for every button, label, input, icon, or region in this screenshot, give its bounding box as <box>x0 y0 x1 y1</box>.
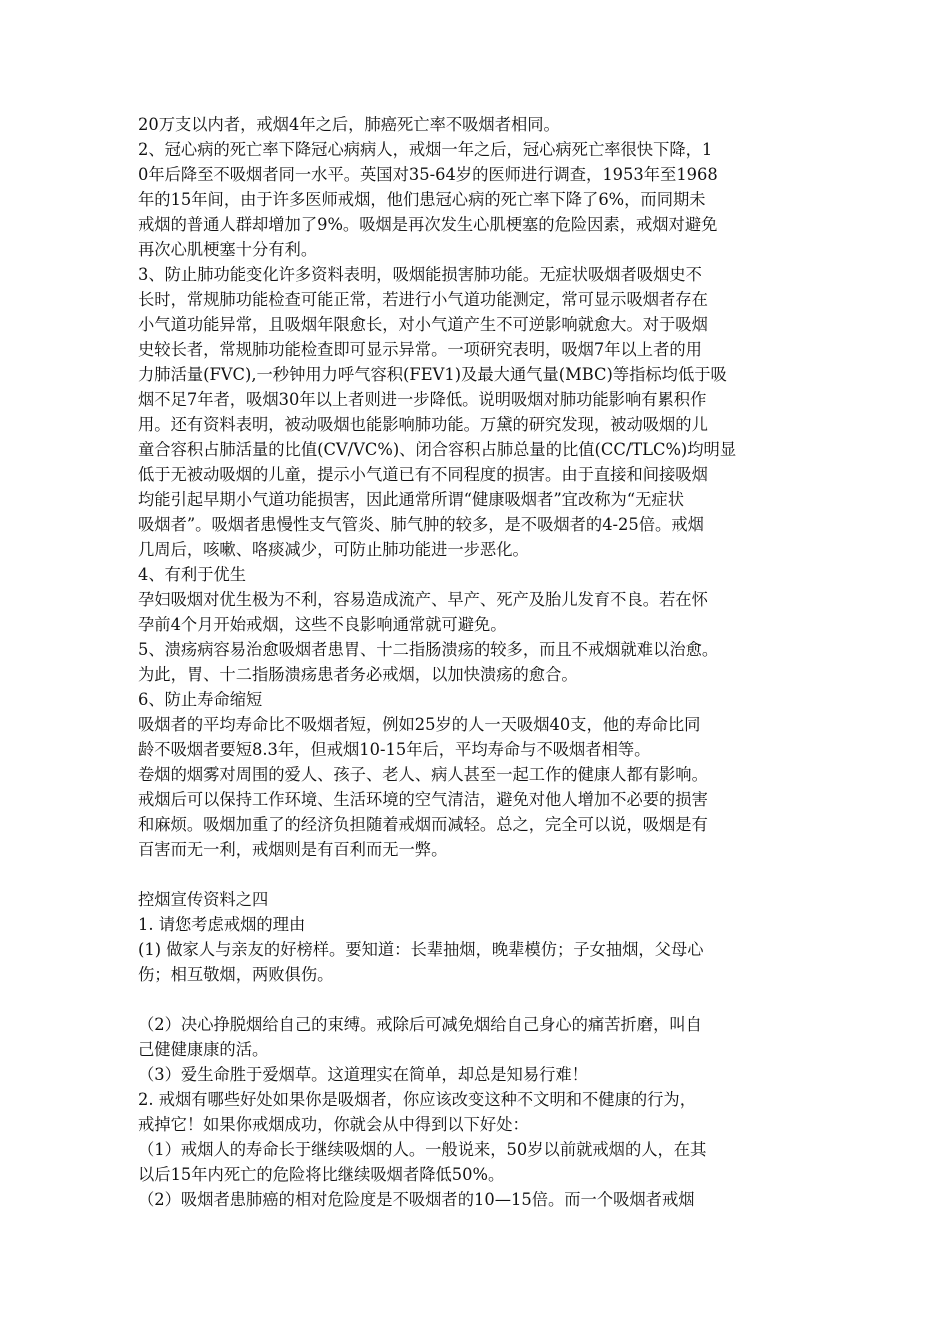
text-line: 戒掉它！如果你戒烟成功，你就会从中得到以下好处： <box>138 1115 529 1134</box>
blank-line <box>138 987 828 1012</box>
text-line: 伤；相互敬烟，两败俱伤。 <box>138 965 334 984</box>
text-line: 6、防止寿命缩短 <box>138 690 263 709</box>
text-line: 孕妇吸烟对优生极为不利，容易造成流产、早产、死产及胎儿发育不良。若在怀 <box>138 590 708 609</box>
text-line: 力肺活量(FVC),一秒钟用力呼气容积(FEV1)及最大通气量(MBC)等指标均低于吸 <box>138 365 727 384</box>
text-line: 2. 戒烟有哪些好处如果你是吸烟者，你应该改变这种不文明和不健康的行为， <box>138 1090 696 1109</box>
text-line: 再次心肌梗塞十分有利。 <box>138 240 318 259</box>
text-line: 史较长者，常规肺功能检查即可显示异常。一项研究表明，吸烟7年以上者的用 <box>138 340 702 359</box>
text-line: 小气道功能异常，且吸烟年限愈长，对小气道产生不可逆影响就愈大。对于吸烟 <box>138 315 708 334</box>
text-line: 年的15年间，由于许多医师戒烟，他们患冠心病的死亡率下降了6%，而同期未 <box>138 190 706 209</box>
text-line: 吸烟者”。吸烟者患慢性支气管炎、肺气肿的较多，是不吸烟者的4-25倍。戒烟 <box>138 515 704 534</box>
text-line: 吸烟者的平均寿命比不吸烟者短，例如25岁的人一天吸烟40支，他的寿命比同 <box>138 715 701 734</box>
text-line: 和麻烦。吸烟加重了的经济负担随着戒烟而减轻。总之，完全可以说，吸烟是有 <box>138 815 708 834</box>
text-line: 2、冠心病的死亡率下降冠心病病人，戒烟一年之后，冠心病死亡率很快下降，1 <box>138 140 713 159</box>
text-line: 4、有利于优生 <box>138 565 247 584</box>
text-line: 均能引起早期小气道功能损害，因此通常所谓“健康吸烟者”宜改称为“无症状 <box>138 490 684 509</box>
text-line: 以后15年内死亡的危险将比继续吸烟者降低50%。 <box>138 1165 505 1184</box>
text-line: 用。还有资料表明，被动吸烟也能影响肺功能。万黛的研究发现，被动吸烟的儿 <box>138 415 708 434</box>
text-line: 戒烟后可以保持工作环境、生活环境的空气清洁，避免对他人增加不必要的损害 <box>138 790 708 809</box>
text-line: （2）决心挣脱烟给自己的束缚。戒除后可减免烟给自己身心的痛苦折磨，叫自 <box>138 1015 702 1034</box>
text-line: 百害而无一利，戒烟则是有百利而无一弊。 <box>138 840 448 859</box>
text-line: 1. 请您考虑戒烟的理由 <box>138 915 306 934</box>
text-line: 控烟宣传资料之四 <box>138 890 269 909</box>
blank-line <box>138 862 828 887</box>
text-line: 长时，常规肺功能检查可能正常，若进行小气道功能测定，常可显示吸烟者存在 <box>138 290 708 309</box>
text-line: 戒烟的普通人群却增加了9%。吸烟是再次发生心肌梗塞的危险因素，戒烟对避免 <box>138 215 718 234</box>
text-line: 童合容积占肺活量的比值(CV/VC%)、闭合容积占肺总量的比值(CC/TLC%)均明显 <box>138 440 737 459</box>
text-line: 为此，胃、十二指肠溃疡患者务必戒烟，以加快溃疡的愈合。 <box>138 665 578 684</box>
text-line: （3）爱生命胜于爱烟草。这道理实在简单，却总是知易行难！ <box>138 1065 588 1084</box>
text-line: 3、防止肺功能变化许多资料表明，吸烟能损害肺功能。无症状吸烟者吸烟史不 <box>138 265 702 284</box>
text-line: 低于无被动吸烟的儿童，提示小气道已有不同程度的损害。由于直接和间接吸烟 <box>138 465 708 484</box>
document-body <box>138 112 828 1212</box>
text-line: （2）吸烟者患肺癌的相对危险度是不吸烟者的10—15倍。而一个吸烟者戒烟 <box>138 1190 695 1209</box>
text-line: (1) 做家人与亲友的好榜样。要知道：长辈抽烟，晚辈模仿；子女抽烟，父母心 <box>138 940 704 959</box>
text-line: 几周后，咳嗽、咯痰减少，可防止肺功能进一步恶化。 <box>138 540 529 559</box>
text-line: 0年后降至不吸烟者同一水平。英国对35-64岁的医师进行调查，1953年至1968 <box>138 165 718 184</box>
text-line: 己健健康康的活。 <box>138 1040 269 1059</box>
text-line: 20万支以内者，戒烟4年之后，肺癌死亡率不吸烟者相同。 <box>138 115 560 134</box>
text-line: 卷烟的烟雾对周围的爱人、孩子、老人、病人甚至一起工作的健康人都有影响。 <box>138 765 708 784</box>
text-line: 5、溃疡病容易治愈吸烟者患胃、十二指肠溃疡的较多，而且不戒烟就难以治愈。 <box>138 640 719 659</box>
text-line: 孕前4个月开始戒烟，这些不良影响通常就可避免。 <box>138 615 507 634</box>
text-line: 龄不吸烟者要短8.3年，但戒烟10-15年后，平均寿命与不吸烟者相等。 <box>138 740 651 759</box>
text-line: 烟不足7年者，吸烟30年以上者则进一步降低。说明吸烟对肺功能影响有累积作 <box>138 390 707 409</box>
text-line: （1）戒烟人的寿命长于继续吸烟的人。一般说来，50岁以前就戒烟的人，在其 <box>138 1140 707 1159</box>
